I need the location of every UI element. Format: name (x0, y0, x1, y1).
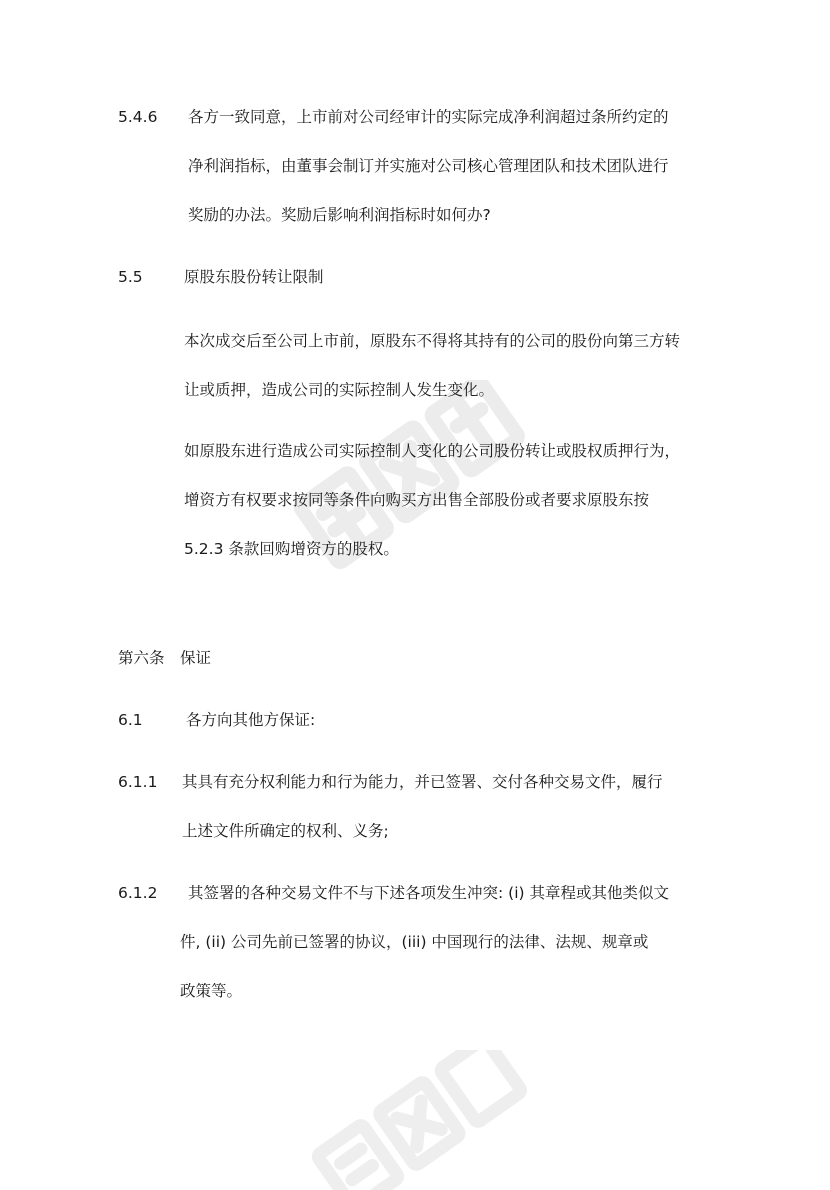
paragraph-line: 让或质押，造成公司的实际控制人发生变化。 (184, 381, 495, 399)
clause-text-line: 各方向其他方保证: (186, 711, 316, 729)
clause-number: 6.1.1 (118, 773, 158, 791)
clause-text-line: 政策等。 (180, 982, 243, 1000)
clause-text-line: 奖励的办法。奖励后影响利润指标时如何办? (188, 206, 491, 224)
clause-number: 6.1.2 (118, 884, 158, 902)
clause-number: 5.4.6 (118, 108, 158, 126)
article-heading: 第六条 保证 (118, 649, 212, 667)
paragraph-line: 如原股东进行造成公司实际控制人变化的公司股份转让或股权质押行为， (184, 442, 681, 460)
clause-text-line: 净利润指标，由董事会制订并实施对公司核心管理团队和技术团队进行 (188, 157, 669, 175)
clause-text-line: 上述文件所确定的权利、义务; (182, 822, 389, 840)
paragraph-line: 本次成交后至公司上市前，原股东不得将其持有的公司的股份向第三方转 (184, 332, 681, 350)
clause-text-line: 其签署的各种交易文件不与下述各项发生冲突: (i) 其章程或其他类似文 (188, 884, 669, 902)
clause-title: 原股东股份转让限制 (184, 268, 324, 286)
paragraph-line: 5.2.3 条款回购增资方的股权。 (184, 540, 399, 558)
clause-number: 5.5 (118, 268, 143, 286)
clause-text-line: 其具有充分权利能力和行为能力，并已签署、交付各种交易文件，履行 (182, 773, 663, 791)
clause-number: 6.1 (118, 711, 143, 729)
clause-text-line: 件, (ii) 公司先前已签署的协议，(iii) 中国现行的法律、法规、规章或 (180, 933, 649, 951)
paragraph-line: 增资方有权要求按同等条件向购买方出售全部股份或者要求原股东按 (184, 491, 650, 509)
watermark-stamp-bottom (290, 1050, 550, 1190)
clause-text-line: 各方一致同意，上市前对公司经审计的实际完成净利润超过条所约定的 (188, 108, 669, 126)
